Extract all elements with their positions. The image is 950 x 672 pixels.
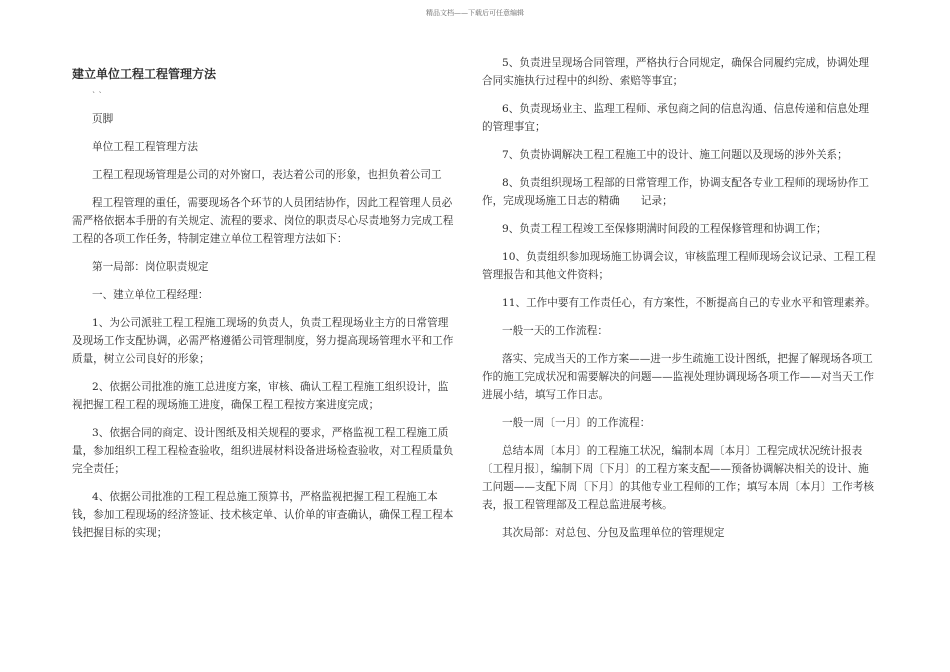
footer-label: 页脚 <box>92 113 114 125</box>
duty-item-7: 7、负责协调解决工程工程施工中的设计、施工问题以及现场的涉外关系； <box>502 149 848 161</box>
stray-marks: ` ` <box>92 91 103 100</box>
duty-item-5: 5、负责进呈现场合同管理，严格执行合同规定，确保合同履约完成，协调处理合同实施执行过程中的纠纷、索赔等事宜； <box>482 57 869 87</box>
weekly-workflow-heading: 一般一周〔一月〕的工作流程： <box>502 417 651 429</box>
daily-workflow-heading: 一般一天的工作流程： <box>502 325 608 337</box>
duty-item-1: 1、为公司派驻工程工程施工现场的负责人，负责工程现场业主方的日常管理及现场工作支配协调，必需严格遵循公司管理制度，努力提高现场管理水平和工作质量，树立公司良好的形象； <box>72 317 454 365</box>
duty-item-4: 4、依据公司批准的工程工程总施工预算书，严格监视把握工程工程施工本钱，参加工程现场的经济签证、技术核定单、认价单的审查确认，确保工程工程本钱把握目标的实现； <box>72 491 454 539</box>
duty-item-2: 2、依据公司批准的施工总进度方案，审核、确认工程工程施工组织设计，监视把握工程工程的现场施工进度，确保工程工程按方案进度完成； <box>72 381 449 411</box>
subtitle: 单位工程工程管理方法 <box>92 141 198 153</box>
duty-item-3: 3、依据合同的商定、设计图纸及相关规程的要求，严格监视工程工程施工质量，参加组织工程工程检查验收，组织进展材料设备进场检查验收，对工程质量负完全责任； <box>72 427 454 475</box>
duty-item-10: 10、负责组织参加现场施工协调会议，审核监理工程师现场会议记录、工程工程管理报告和其他文件资料； <box>482 251 876 281</box>
left-column <box>72 52 456 542</box>
daily-workflow-body: 落实、完成当天的工作方案——进一步生疏施工设计图纸，把握了解现场各项工作的施工完成状况和需要解决的问题——监视处理协调现场各项工作——对当天工作进展小结，填写工作日志。 <box>482 353 874 401</box>
part-one-heading: 第一局部：岗位职责规定 <box>92 261 209 273</box>
duty-item-9: 9、负责工程工程竣工至保修期满时间段的工程保修管理和协调工作； <box>502 223 827 235</box>
duty-item-6: 6、负责现场业主、监理工程师、承包商之间的信息沟通、信息传递和信息处理的管理事宜； <box>482 103 869 133</box>
duty-item-11: 11、工作中要有工作责任心，有方案性，不断提高自己的专业水平和管理素养。 <box>502 297 876 309</box>
right-column <box>482 54 876 542</box>
section-one-heading: 一、建立单位工程经理： <box>92 289 209 301</box>
intro-line: 工程工程现场管理是公司的对外窗口，表达着公司的形象，也担负着公司工 <box>92 169 442 181</box>
document-title: 建立单位工程工程管理方法 <box>72 67 217 81</box>
intro-paragraph: 程工程管理的重任，需要现场各个环节的人员团结协作，因此工程管理人员必需严格依据本手册的有关规定、流程的要求、岗位的职责尽心尽责地努力完成工程工程的各项工作任务，特制定建立单位工程管理方法如下： <box>72 197 454 245</box>
weekly-workflow-body: 总结本周〔本月〕的工程施工状况，编制本周〔本月〕工程完成状况统计报表〔工程月报〕，编制下周〔下月〕的工程方案支配——预备协调解决相关的设计、施工问题——支配下周〔下月〕的其他专业工程师的工作；填写本周〔本月〕工作考核表，报工程管理部及工程总监进展考核。 <box>482 445 874 511</box>
part-two-heading: 其次局部：对总包、分包及监理单位的管理规定 <box>502 527 725 539</box>
duty-item-8: 8、负责组织现场工程部的日常管理工作，协调支配各专业工程师的现场协作工作，完成现场施工日志的精确 记录； <box>482 177 869 207</box>
page-header: 精品文档——下载后可任意编辑 <box>426 9 524 17</box>
